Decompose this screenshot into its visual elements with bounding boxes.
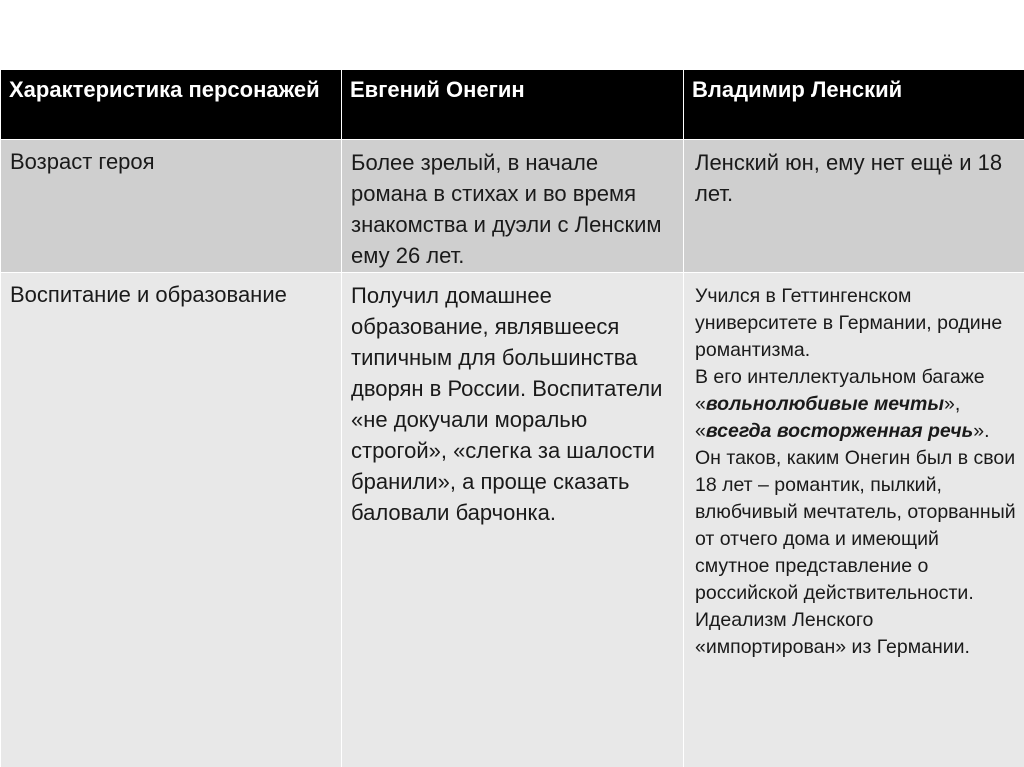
lensky-education-cell <box>684 273 1024 767</box>
lensky-education-p2-start: В его интеллектуальном багаже « <box>695 366 985 415</box>
onegin-age-cell: Более зрелый, в начале романа в стихах и во время знакомства и дуэли с Ленским ему 26 лет. <box>342 140 684 273</box>
lensky-education-p2-end: ». Он таков, каким Онегин был в свои 18 лет – романтик, пылкий, влюбчивый мечтатель, оторванный от отчего дома и имеющий смутное представление о российской действительности. Идеализм Ленского «импортирован» из Германии. <box>695 420 1016 658</box>
onegin-education-cell: Получил домашнее образование, являвшееся типичным для большинства дворян в России. Воспитатели «не докучали моралью строгой», «слегка за шалости бранили», а проще сказать баловали барчонка. <box>342 273 684 767</box>
quote-enthusiastic-speech: всегда восторженная речь <box>705 420 974 442</box>
header-characteristic: Характеристика персонажей <box>1 70 342 140</box>
header-lensky: Владимир Ленский <box>684 70 1024 140</box>
table-row <box>1 140 1024 273</box>
table-header-row <box>1 70 1024 140</box>
row-label-age: Возраст героя <box>1 140 342 273</box>
row-label-education: Воспитание и образование <box>1 273 342 767</box>
table-row <box>1 273 1024 767</box>
quote-freedom-dreams: вольнолюбивые мечты <box>705 393 945 415</box>
lensky-education-p2-mid: », « <box>695 393 961 442</box>
comparison-table <box>0 69 1024 767</box>
header-onegin: Евгений Онегин <box>342 70 684 140</box>
lensky-age-cell: Ленский юн, ему нет ещё и 18 лет. <box>684 140 1024 273</box>
lensky-education-p1: Учился в Геттингенском университете в Германии, родине романтизма. <box>695 285 1003 361</box>
